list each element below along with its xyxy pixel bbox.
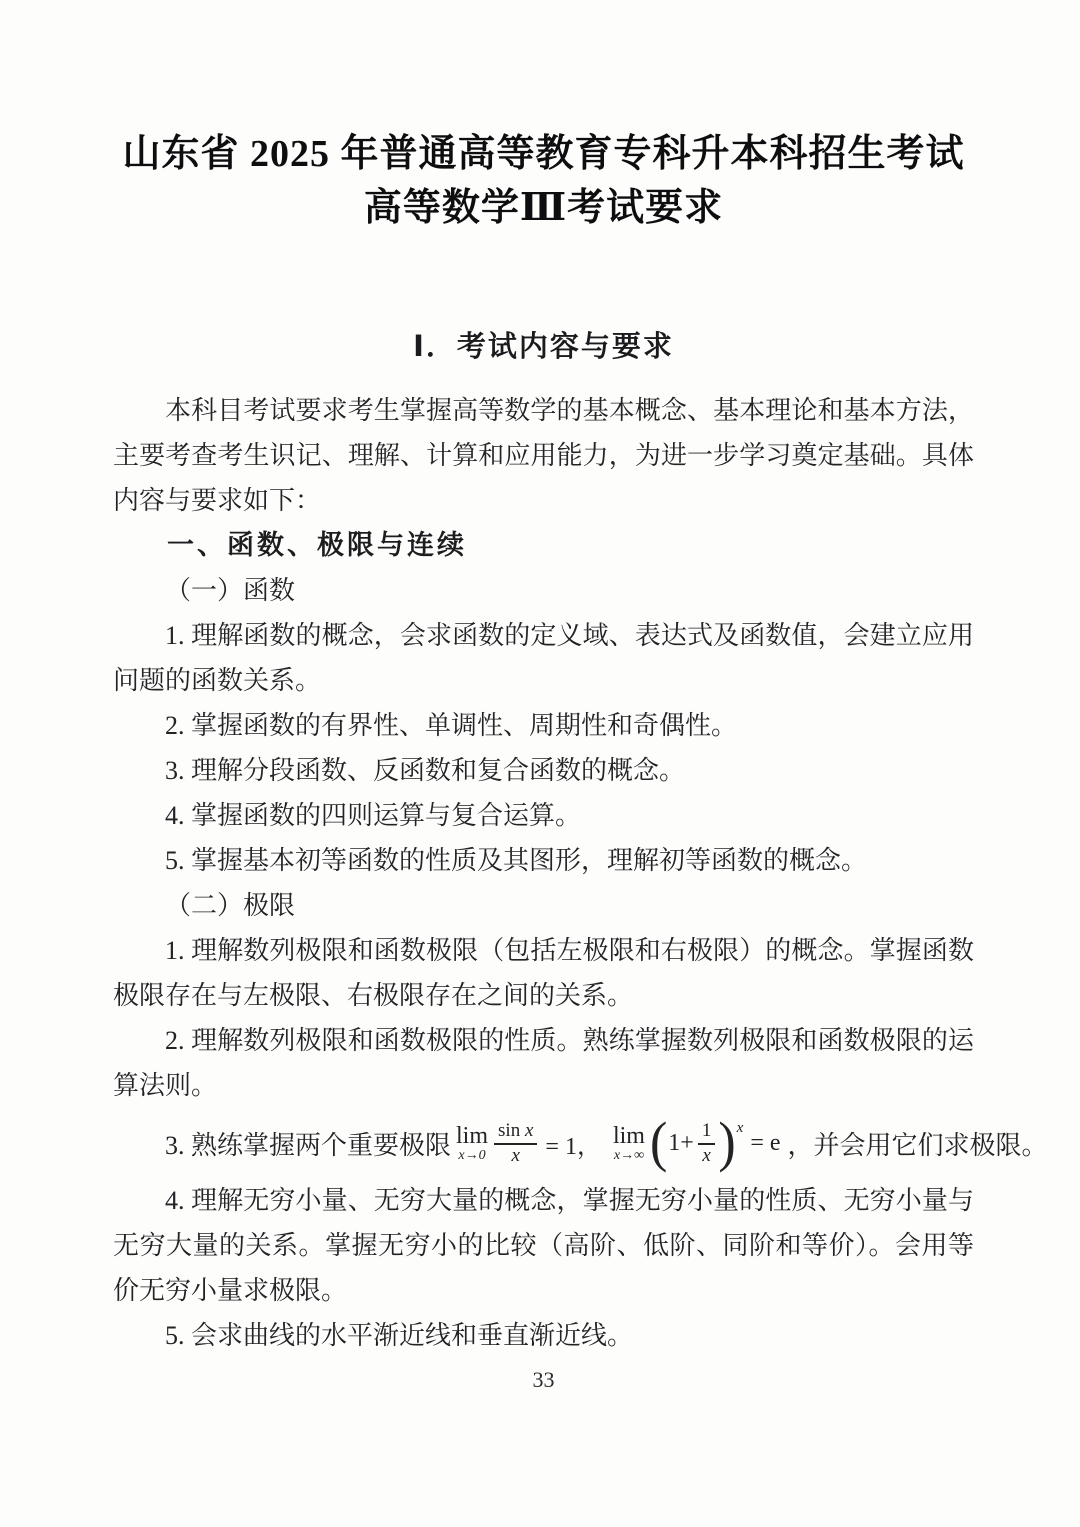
- sin-function: sin: [498, 1119, 521, 1141]
- fraction-sinx-over-x: [494, 1120, 537, 1167]
- formula-limit-e: [610, 1111, 786, 1174]
- one-plus-text: 1+: [668, 1129, 694, 1156]
- exponent-x: x: [736, 1119, 744, 1136]
- lim-subscript-x-to-0: x→0: [458, 1147, 486, 1163]
- right-parenthesis: ): [718, 1111, 736, 1174]
- formula-prefix-text: 3. 熟练掌握两个重要极限: [165, 1130, 452, 1160]
- part1-item-5: 5. 掌握基本初等函数的性质及其图形，理解初等函数的概念。: [165, 846, 868, 875]
- fraction-numerator: [494, 1120, 537, 1145]
- equals-one: = 1，: [545, 1133, 601, 1160]
- formula-suffix-text: ，并会用它们求极限。: [787, 1130, 1048, 1160]
- title-line-1: 山东省 2025 年普通高等教育专科升本科招生考试: [122, 133, 965, 175]
- document-title: [113, 127, 974, 235]
- section-heading: Ⅰ．考试内容与要求: [413, 331, 674, 363]
- chapter1-heading: 一、函数、极限与连续: [167, 530, 467, 560]
- part2-item-2: 2. 理解数列极限和函数极限的性质。熟练掌握数列极限和函数极限的运算法则。: [113, 1026, 974, 1100]
- left-parenthesis: (: [649, 1111, 668, 1174]
- part1-item-1: 1. 理解函数的概念，会求函数的定义域、表达式及函数值，会建立应用问题的函数关系。: [113, 621, 974, 695]
- fraction-one-over-x: [698, 1120, 716, 1167]
- lim-subscript-x-to-infinity: x→∞: [613, 1147, 645, 1163]
- lim-operator-2: [613, 1124, 645, 1163]
- formula-limit-sinx-over-x: [453, 1120, 606, 1167]
- lim-operator-1: [456, 1124, 488, 1163]
- part2-heading: （二）极限: [165, 891, 296, 920]
- intro-paragraph: 本科目考试要求考生掌握高等数学的基本概念、基本理论和基本方法，主要考查考生识记、理解、计算和应用能力，为进一步学习奠定基础。具体内容与要求如下：: [113, 396, 974, 515]
- part2-item-1: 1. 理解数列极限和函数极限（包括左极限和右极限）的概念。掌握函数极限存在与左极限、右极限存在之间的关系。: [113, 936, 974, 1010]
- fraction-denominator: x: [702, 1144, 711, 1166]
- variable-x: x: [524, 1119, 534, 1141]
- fraction-denominator: x: [511, 1144, 520, 1166]
- part1-item-2: 2. 掌握函数的有界性、单调性、周期性和奇偶性。: [165, 711, 738, 740]
- part2-item-4: 4. 理解无穷小量、无穷大量的概念，掌握无穷小量的性质、无穷小量与无穷大量的关系。掌握无穷小的比较（高阶、低阶、同阶和等价）。会用等价无穷小量求极限。: [113, 1186, 974, 1305]
- equals-e: = e: [750, 1129, 781, 1156]
- part1-item-3: 3. 理解分段函数、反函数和复合函数的概念。: [165, 756, 686, 785]
- part1-heading: （一）函数: [165, 576, 296, 605]
- part2-item-3-formula: [113, 1108, 1048, 1178]
- page-number: 33: [532, 1367, 555, 1392]
- title-line-2: 高等数学Ⅲ考试要求: [363, 187, 724, 229]
- lim-word: lim: [456, 1122, 489, 1149]
- part1-item-4: 4. 掌握函数的四则运算与复合运算。: [165, 801, 582, 830]
- fraction-numerator: 1: [698, 1120, 716, 1145]
- lim-word: lim: [612, 1122, 645, 1149]
- part2-item-5: 5. 会求曲线的水平渐近线和垂直渐近线。: [165, 1321, 634, 1350]
